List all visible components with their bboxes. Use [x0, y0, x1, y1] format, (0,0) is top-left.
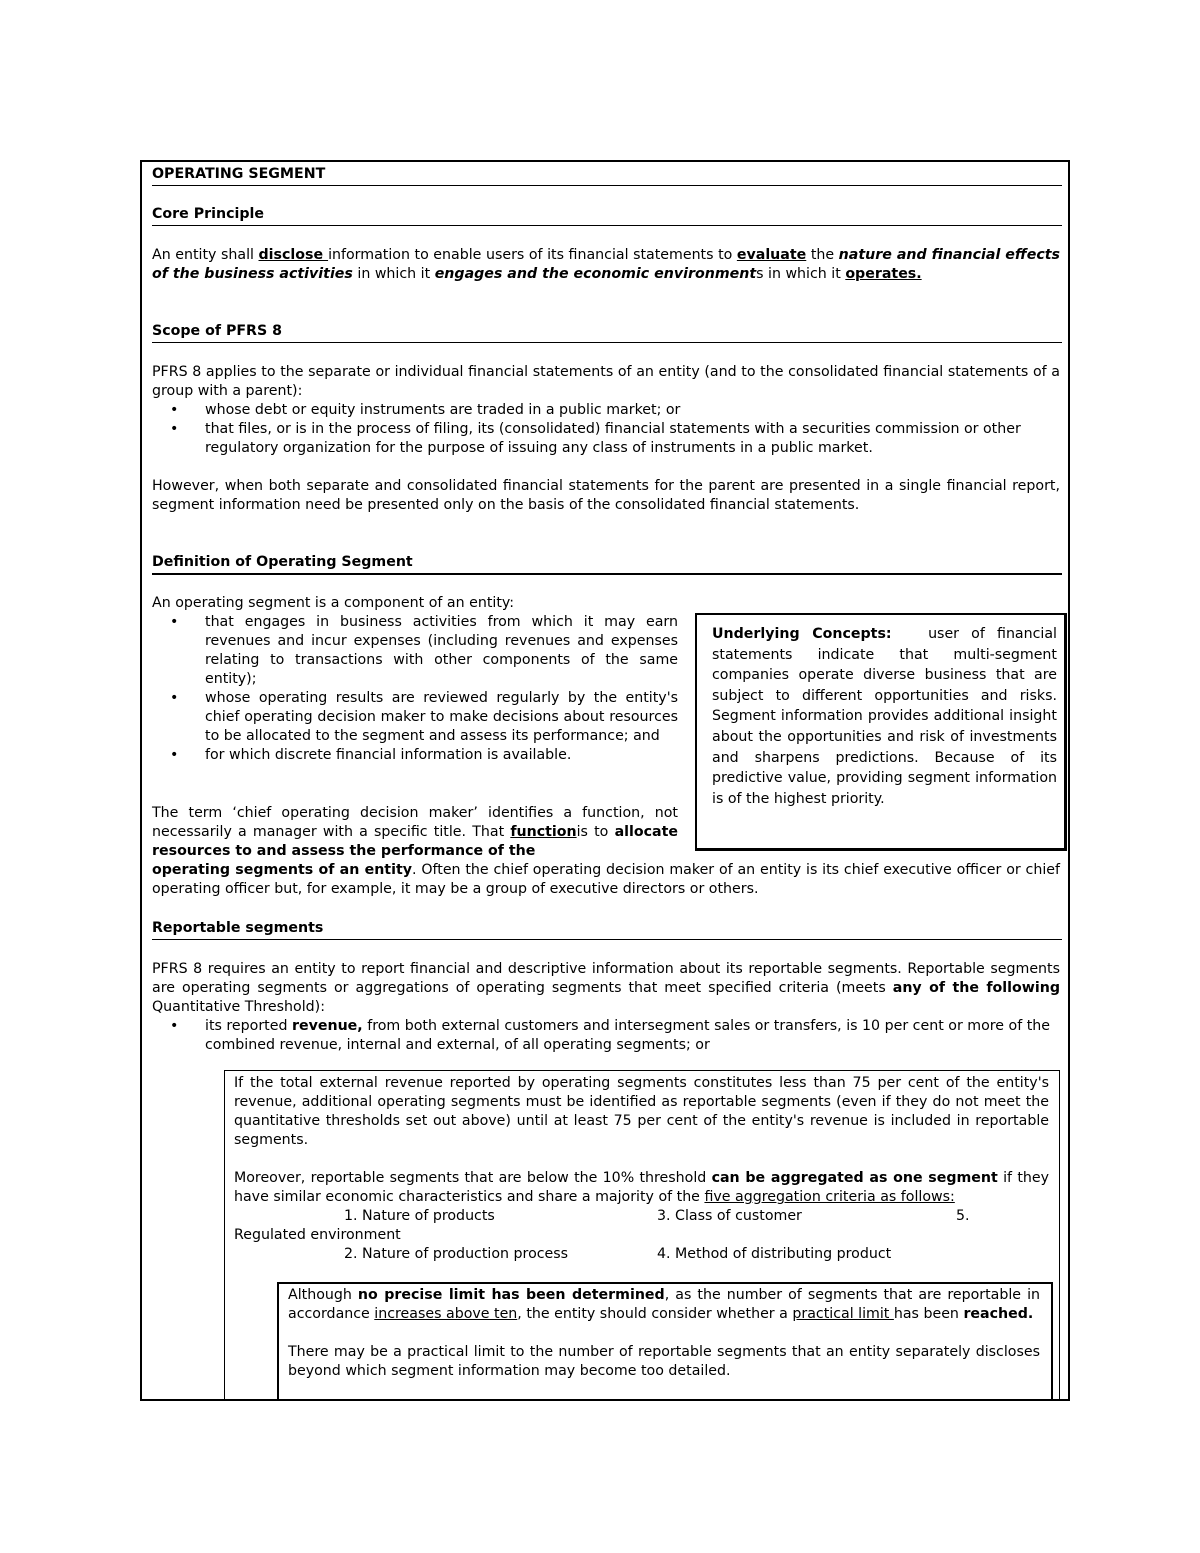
scope-list [152, 401, 1037, 458]
revenue-term: revenue, [291, 1018, 363, 1034]
reached-term: reached. [963, 1306, 1034, 1322]
bullet-icon: • [170, 614, 179, 630]
increases-above-ten-term: increases above ten [374, 1306, 518, 1322]
reportable-intro: PFRS 8 requires an entity to report financial and descriptive information about its reportable segments. Reportable segments are operating segments or aggregations of operating segments that meet specified criteria (meets any of the following Quantitative Threshold): [152, 961, 1060, 1015]
core-principle-heading: Core Principle [152, 205, 1062, 226]
criterion-5-label: Regulated environment [234, 1227, 401, 1243]
reportable-heading: Reportable segments [152, 919, 1062, 940]
criterion-1: 1. Nature of products [344, 1208, 495, 1224]
bullet-icon: • [170, 421, 179, 437]
aggregated-term: can be aggregated as one segment [711, 1170, 998, 1186]
definition-list [152, 613, 678, 765]
list-item: • for which discrete financial information is available. [170, 747, 572, 763]
disclose-term: disclose [258, 247, 329, 263]
practical-limit-term: practical limit [792, 1306, 894, 1322]
criterion-5-number: 5. [956, 1208, 970, 1224]
any-of-term: any of the following [892, 980, 1060, 996]
no-precise-limit-term: no precise limit has been determined [357, 1287, 665, 1303]
definition-heading: Definition of Operating Segment [152, 553, 1062, 575]
too-detailed-text: There may be a practical limit to the number of reportable segments that an entity separately discloses beyond which segment information may become too detailed. [288, 1344, 1040, 1379]
engages-term: engages and the economic environment [434, 266, 757, 282]
criterion-2: 2. Nature of production process [344, 1246, 569, 1262]
operating-segments-term: operating segments of an entity [152, 862, 412, 878]
scope-intro: PFRS 8 applies to the separate or individual financial statements of an entity (and to the consolidated financial statements of a group with a parent): [152, 364, 1060, 399]
allocate-term: allocate resources to and assess the performance of the [152, 824, 678, 859]
bullet-icon: • [170, 690, 179, 706]
list-item: • its reported revenue, from both external customers and intersegment sales or transfers, is 10 per cent or more of the combined revenue, internal and external, of all operating segments; or [170, 1018, 1051, 1053]
scope-heading: Scope of PFRS 8 [152, 322, 1062, 343]
practical-limit-text: Although no precise limit has been determined, as the number of segments that are reportable in accordance increases above ten, the entity should consider whether a practical limit has been reached. [288, 1287, 1041, 1322]
list-item: • that files, or is in the process of filing, its (consolidated) financial statements with a securities commission or other regulatory organization for the purpose of issuing any class of instruments in a public market. [170, 421, 1021, 456]
evaluate-term: evaluate [736, 247, 807, 263]
document-page [140, 160, 1070, 1401]
bullet-icon: • [170, 1018, 179, 1034]
document-title: OPERATING SEGMENT [152, 165, 1062, 186]
reportable-list [152, 1017, 1060, 1055]
aggregation-criteria-link: five aggregation criteria as follows: [704, 1189, 955, 1205]
list-item: • that engages in business activities from which it may earn revenues and incur expenses (including revenues and expenses relating to transactions with other components of the same entity); [170, 614, 678, 687]
practical-limit-box [277, 1282, 1053, 1401]
operates-term: operates. [845, 266, 922, 282]
list-item: • whose debt or equity instruments are traded in a public market; or [170, 402, 681, 418]
criterion-3: 3. Class of customer [657, 1208, 802, 1224]
underlying-concepts-text: user of financial statements indicate that multi-segment companies operate diverse business that are subject to different opportunities and risks. Segment information provides additional insight about the opportunities and risk of investments and sharpens predictions. Because of its predictive value, providing segment information is of the highest priority. [712, 626, 1057, 807]
definition-term-text: The term ‘chief operating decision maker’ identifies a function, not necessarily a manager with a specific title. That functionis to allocate resources to and assess the performance of the [152, 805, 678, 859]
threshold-text: If the total external revenue reported by operating segments constitutes less than 75 per cent of the entity's revenue, additional operating segments must be identified as reportable segments (even if they do not meet the quantitative thresholds set out above) until at least 75 per cent of the entity's revenue is included in reportable segments. [234, 1075, 1049, 1148]
criteria-row-1 [234, 1207, 1049, 1226]
bullet-icon: • [170, 402, 179, 418]
criteria-row-2 [234, 1245, 1049, 1264]
underlying-concepts-label: Underlying Concepts: [712, 626, 892, 642]
bullet-icon: • [170, 747, 179, 763]
definition-often-text: operating segments of an entity. Often the chief operating decision maker of an entity is its chief executive officer or chief operating officer but, for example, it may be a group of executive directors or others. [152, 862, 1061, 897]
nature-term: nature and financial effects of the business activities [152, 247, 1060, 282]
list-item: • whose operating results are reviewed regularly by the entity's chief operating decision maker to make decisions about resources to be allocated to the segment and assess its performance; and [170, 690, 678, 744]
aggregation-text: Moreover, reportable segments that are below the 10% threshold can be aggregated as one segment if they have similar economic characteristics and share a majority of the five aggregation criteria as follows: [234, 1170, 1050, 1205]
function-term: function [510, 824, 577, 840]
scope-however: However, when both separate and consolidated financial statements for the parent are presented in a single financial report, segment information need be presented only on the basis of the consolidated financial statements. [152, 478, 1060, 513]
core-principle-text: An entity shall disclose information to enable users of its financial statements to evaluate the nature and financial effects of the business activities in which it engages and the economic environments in which it operates. [152, 247, 1060, 282]
definition-intro: An operating segment is a component of an entity: [152, 595, 515, 611]
criterion-4: 4. Method of distributing product [657, 1246, 892, 1262]
underlying-concepts-box [695, 613, 1067, 851]
